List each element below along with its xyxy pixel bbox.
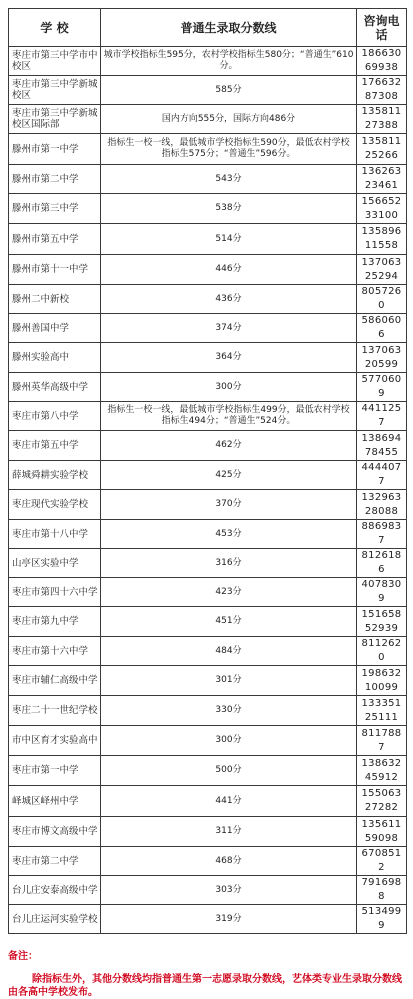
notes-body: 除指标生外，其他分数线均指普通生第一志愿录取分数线，艺体类专业生录取分数线由各高中学校发布。 — [8, 974, 402, 998]
phone-cell: 4444077 — [357, 461, 407, 490]
school-cell: 枣庄市第五中学 — [9, 431, 101, 461]
phone-cell: 13561159098 — [357, 817, 407, 847]
table-row — [9, 726, 407, 756]
phone-cell: 4078309 — [357, 578, 407, 607]
school-cell: 台儿庄安泰高级中学 — [9, 876, 101, 905]
phone-cell: 5770609 — [357, 373, 407, 402]
school-cell: 枣庄市第二中学 — [9, 847, 101, 876]
score-cell: 370分 — [101, 490, 357, 520]
phone-cell: 8869837 — [357, 520, 407, 549]
table-row — [9, 490, 407, 520]
table-row — [9, 666, 407, 696]
score-cell: 425分 — [101, 461, 357, 490]
school-cell: 枣庄市第十八中学 — [9, 520, 101, 549]
table-row — [9, 637, 407, 666]
phone-cell: 13706325294 — [357, 255, 407, 285]
score-cell: 319分 — [101, 905, 357, 934]
phone-cell: 15165852939 — [357, 607, 407, 637]
phone-cell: 13863245912 — [357, 756, 407, 786]
score-cell: 城市学校指标生595分，农村学校指标生580分；“普通生”610分。 — [101, 47, 357, 76]
score-cell: 585分 — [101, 76, 357, 105]
table-row — [9, 105, 407, 134]
table-row — [9, 607, 407, 637]
school-cell: 枣庄市辅仁高级中学 — [9, 666, 101, 696]
school-cell: 滕州市第三中学 — [9, 194, 101, 224]
score-cell: 514分 — [101, 224, 357, 255]
phone-cell: 5134999 — [357, 905, 407, 934]
school-cell: 枣庄市第一中学 — [9, 756, 101, 786]
table-row — [9, 76, 407, 105]
school-cell: 枣庄市博文高级中学 — [9, 817, 101, 847]
score-cell: 330分 — [101, 696, 357, 726]
school-cell: 枣庄市第四十六中学 — [9, 578, 101, 607]
table-row — [9, 876, 407, 905]
table-row — [9, 47, 407, 76]
phone-cell: 8112620 — [357, 637, 407, 666]
score-cell: 374分 — [101, 314, 357, 343]
phone-cell: 13296328088 — [357, 490, 407, 520]
school-cell: 滕州英华高级中学 — [9, 373, 101, 402]
phone-cell: 13869478455 — [357, 431, 407, 461]
table-row — [9, 194, 407, 224]
score-cell: 446分 — [101, 255, 357, 285]
phone-cell: 13589611558 — [357, 224, 407, 255]
score-cell: 300分 — [101, 726, 357, 756]
table-row — [9, 402, 407, 431]
table-row — [9, 817, 407, 847]
school-cell: 台儿庄运河实验学校 — [9, 905, 101, 934]
school-cell: 山亭区实验中学 — [9, 549, 101, 578]
score-cell: 423分 — [101, 578, 357, 607]
school-cell: 市中区育才实验高中 — [9, 726, 101, 756]
table-row — [9, 461, 407, 490]
score-cell: 国内方向555分，国际方向486分 — [101, 105, 357, 134]
table-header-row — [9, 9, 407, 47]
phone-cell: 13581125266 — [357, 134, 407, 165]
school-cell: 峄城区峄州中学 — [9, 786, 101, 817]
score-cell: 301分 — [101, 666, 357, 696]
school-cell: 枣庄现代实验学校 — [9, 490, 101, 520]
phone-cell: 8057260 — [357, 285, 407, 314]
table-row — [9, 343, 407, 373]
score-cell: 436分 — [101, 285, 357, 314]
phone-cell: 13706320599 — [357, 343, 407, 373]
header-phone: 咨询电话 — [357, 9, 407, 47]
phone-cell: 8117887 — [357, 726, 407, 756]
table-row — [9, 696, 407, 726]
header-score: 普通生录取分数线 — [101, 9, 357, 47]
table-row — [9, 285, 407, 314]
table-row — [9, 756, 407, 786]
table-row — [9, 373, 407, 402]
score-document — [8, 8, 406, 999]
score-cell: 468分 — [101, 847, 357, 876]
score-cell: 451分 — [101, 607, 357, 637]
school-cell: 枣庄二十一世纪学校 — [9, 696, 101, 726]
school-cell: 滕州市第二中学 — [9, 165, 101, 194]
school-cell: 滕州市第十一中学 — [9, 255, 101, 285]
score-cell: 364分 — [101, 343, 357, 373]
table-row — [9, 431, 407, 461]
header-school: 学 校 — [9, 9, 101, 47]
table-row — [9, 224, 407, 255]
score-cell: 300分 — [101, 373, 357, 402]
score-cell: 453分 — [101, 520, 357, 549]
phone-cell: 8126186 — [357, 549, 407, 578]
score-cell: 543分 — [101, 165, 357, 194]
table-row — [9, 847, 407, 876]
phone-cell: 5860606 — [357, 314, 407, 343]
score-cell: 500分 — [101, 756, 357, 786]
score-cell: 538分 — [101, 194, 357, 224]
school-cell: 滕州实验高中 — [9, 343, 101, 373]
score-cell: 指标生一校一线，最低城市学校指标生499分，最低农村学校指标生494分；“普通生”524分。 — [101, 402, 357, 431]
score-cell: 441分 — [101, 786, 357, 817]
score-cell: 303分 — [101, 876, 357, 905]
table-row — [9, 520, 407, 549]
phone-cell: 15665233100 — [357, 194, 407, 224]
phone-cell: 4411257 — [357, 402, 407, 431]
phone-cell: 15506327282 — [357, 786, 407, 817]
school-cell: 枣庄市第三中学新城校区 — [9, 76, 101, 105]
table-row — [9, 786, 407, 817]
school-cell: 滕州市第五中学 — [9, 224, 101, 255]
phone-cell: 13335125111 — [357, 696, 407, 726]
score-cell: 指标生一校一线，最低城市学校指标生590分，最低农村学校指标生575分；“普通生”596分。 — [101, 134, 357, 165]
school-cell: 薛城舜耕实验学校 — [9, 461, 101, 490]
score-cell: 484分 — [101, 637, 357, 666]
school-cell: 枣庄市第三中学新城校区国际部 — [9, 105, 101, 134]
school-cell: 滕州二中新校 — [9, 285, 101, 314]
admission-score-table — [8, 8, 407, 934]
school-cell: 滕州市第一中学 — [9, 134, 101, 165]
school-cell: 枣庄市第三中学市中校区 — [9, 47, 101, 76]
score-cell: 311分 — [101, 817, 357, 847]
phone-cell: 17663287308 — [357, 76, 407, 105]
phone-cell: 19863210099 — [357, 666, 407, 696]
phone-cell: 13626323461 — [357, 165, 407, 194]
table-row — [9, 165, 407, 194]
score-cell: 462分 — [101, 431, 357, 461]
score-cell: 316分 — [101, 549, 357, 578]
phone-cell: 6708512 — [357, 847, 407, 876]
notes-title: 备注： — [8, 951, 38, 962]
phone-cell: 7916988 — [357, 876, 407, 905]
phone-cell: 13581127388 — [357, 105, 407, 134]
school-cell: 滕州善国中学 — [9, 314, 101, 343]
table-row — [9, 314, 407, 343]
school-cell: 枣庄市第八中学 — [9, 402, 101, 431]
table-row — [9, 549, 407, 578]
table-row — [9, 255, 407, 285]
school-cell: 枣庄市第十六中学 — [9, 637, 101, 666]
notes-section — [8, 950, 406, 999]
table-row — [9, 578, 407, 607]
table-row — [9, 905, 407, 934]
table-row — [9, 134, 407, 165]
school-cell: 枣庄市第九中学 — [9, 607, 101, 637]
table-body — [9, 47, 407, 934]
phone-cell: 18663069938 — [357, 47, 407, 76]
